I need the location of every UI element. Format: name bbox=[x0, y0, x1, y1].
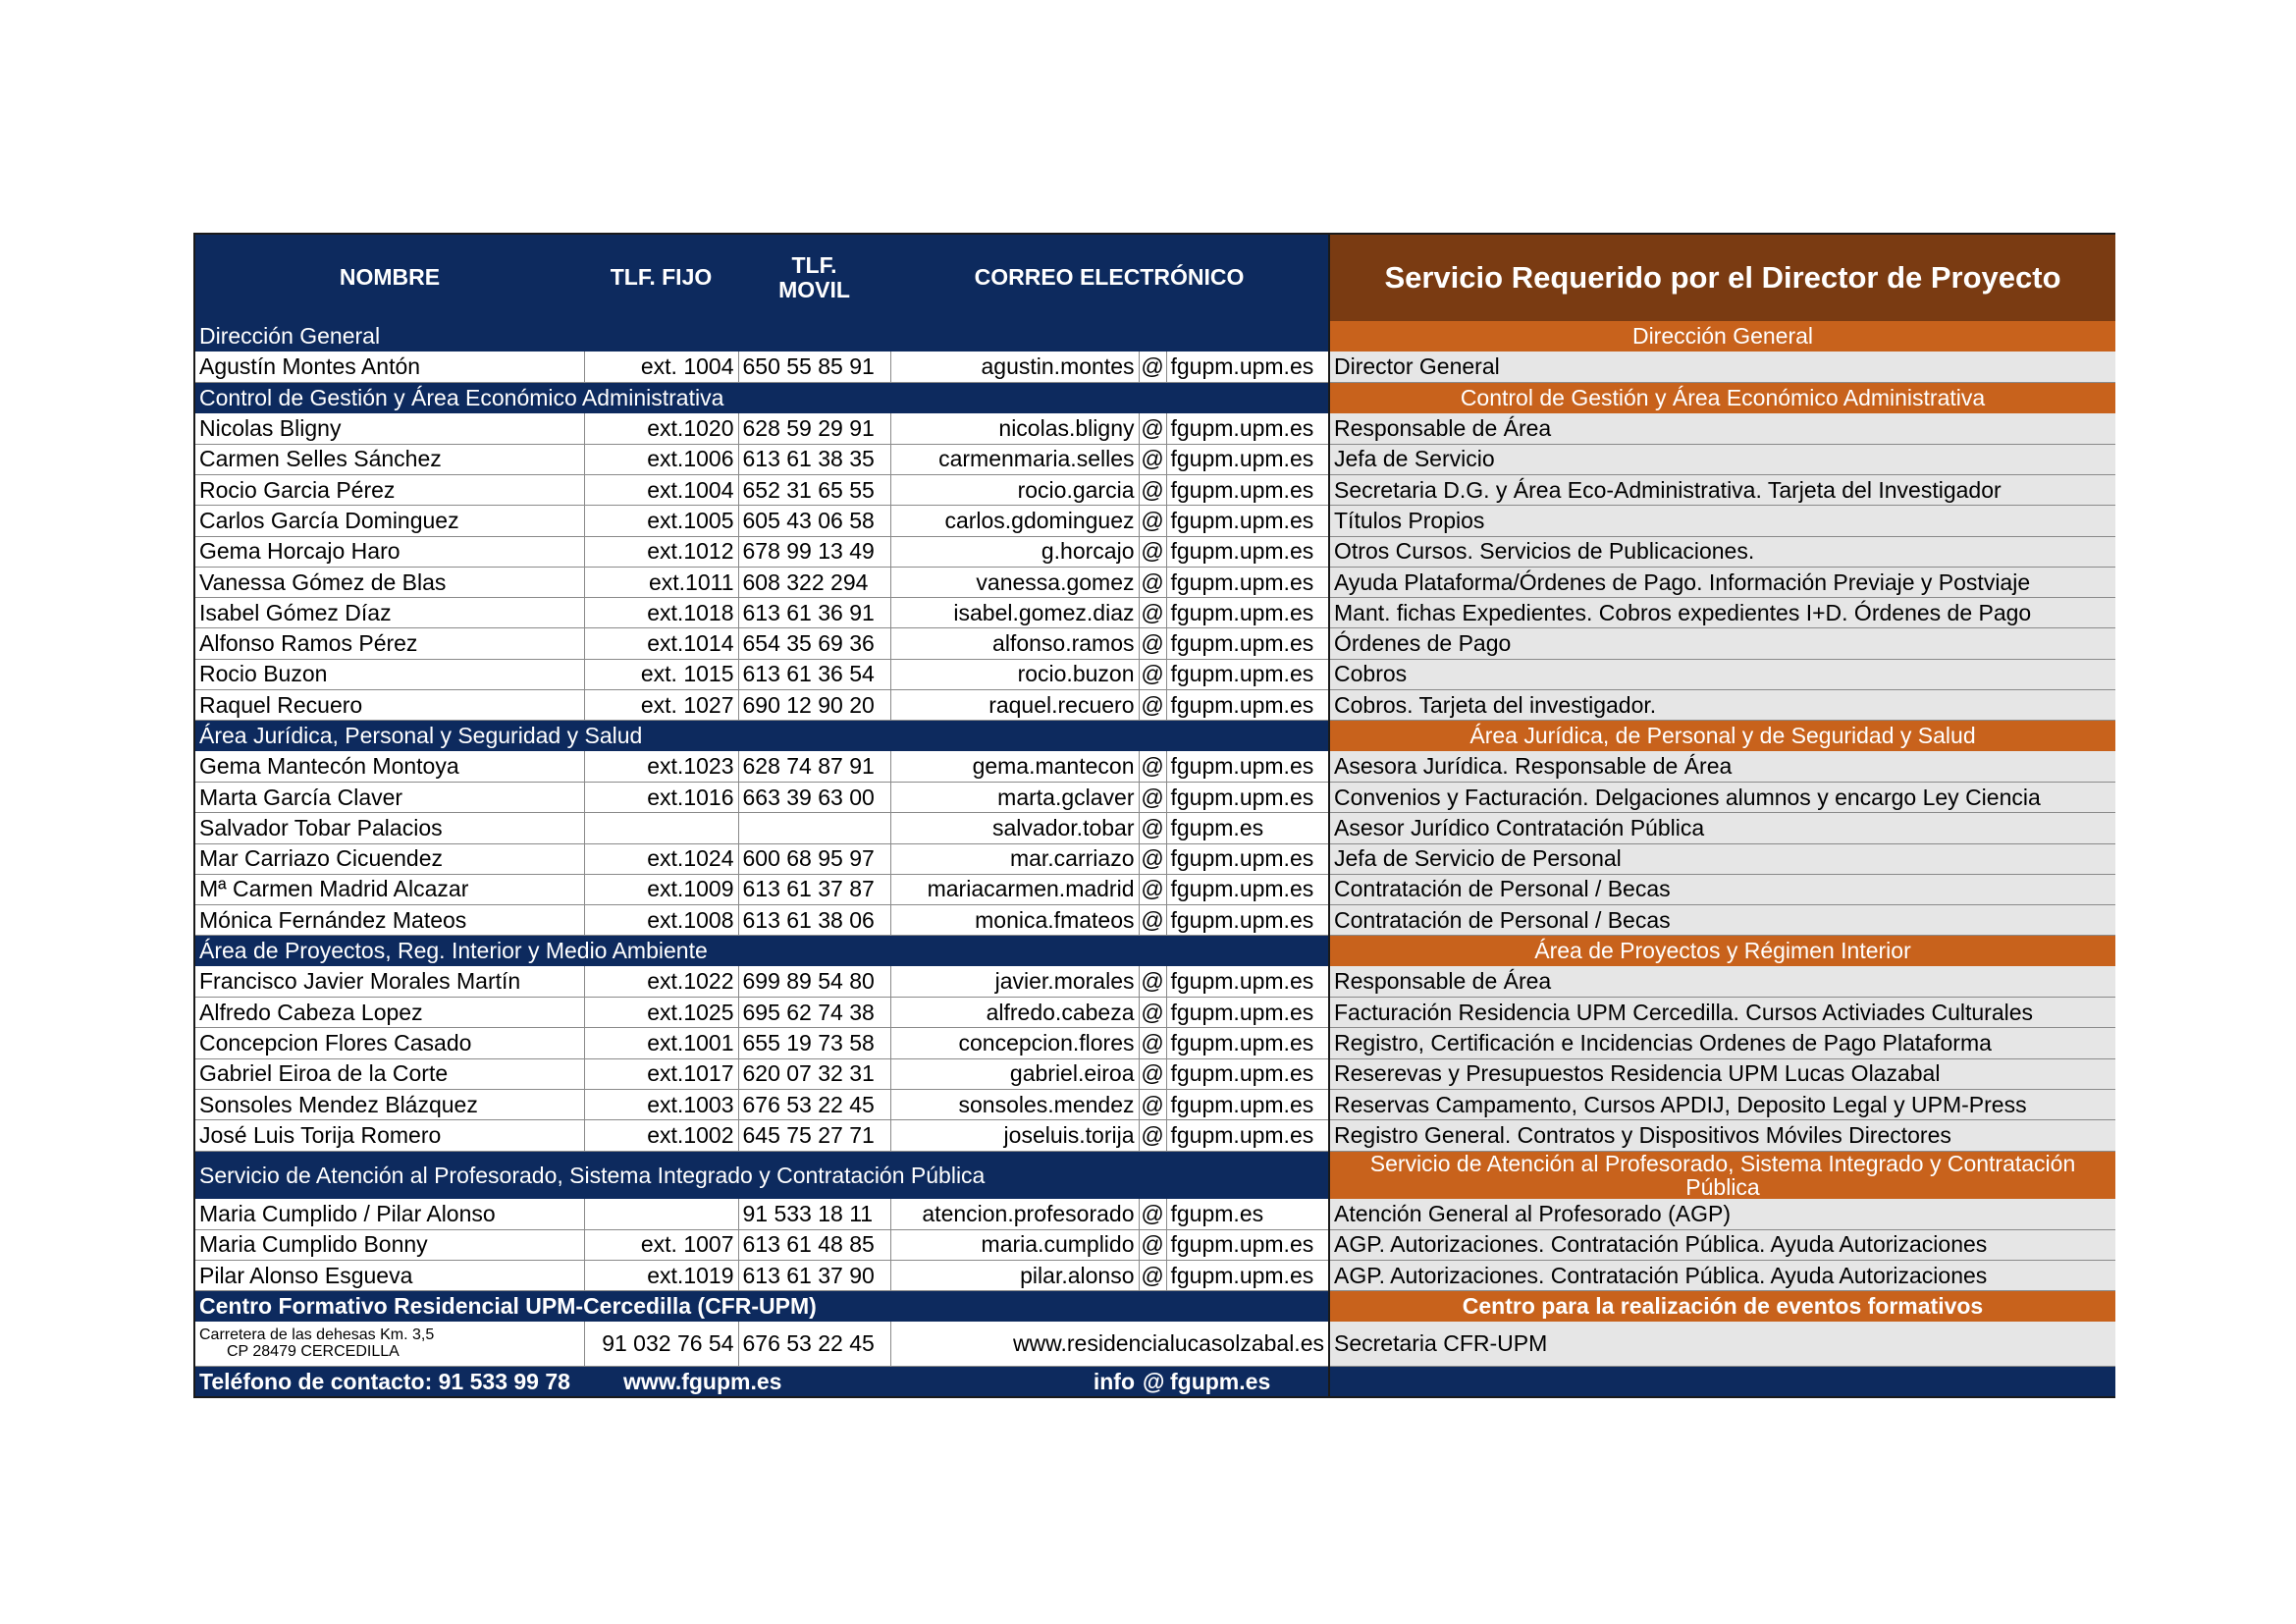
email-user: gema.mantecon bbox=[890, 751, 1139, 782]
contact-tlf-movil: 690 12 90 20 bbox=[738, 690, 890, 721]
email-user: vanessa.gomez bbox=[890, 567, 1139, 597]
email-domain: fgupm.upm.es bbox=[1166, 782, 1329, 812]
contact-tlf-movil: 628 59 29 91 bbox=[738, 413, 890, 444]
footer-website: www.fgupm.es bbox=[584, 1367, 890, 1396]
contact-name: Isabel Gómez Díaz bbox=[195, 598, 584, 628]
contact-row bbox=[195, 474, 2115, 505]
email-at-sign: @ bbox=[1139, 751, 1166, 782]
email-at-sign: @ bbox=[1139, 1089, 1166, 1119]
section-service-title: Área de Proyectos y Régimen Interior bbox=[1329, 936, 2115, 966]
email-at-sign: @ bbox=[1139, 1229, 1166, 1260]
contact-service: Convenios y Facturación. Delgaciones alumnos y encargo Ley Ciencia bbox=[1329, 782, 2115, 812]
email-user: alfredo.cabeza bbox=[890, 998, 1139, 1028]
email-domain: fgupm.upm.es bbox=[1166, 598, 1329, 628]
contact-tlf-fijo: ext.1012 bbox=[584, 536, 738, 567]
contact-row bbox=[195, 536, 2115, 567]
contact-row bbox=[195, 1199, 2115, 1229]
contact-table bbox=[195, 235, 2115, 1396]
contact-tlf-movil: 613 61 36 54 bbox=[738, 659, 890, 689]
contact-tlf-movil: 678 99 13 49 bbox=[738, 536, 890, 567]
section-filler bbox=[890, 721, 1329, 751]
contact-tlf-movil: 91 533 18 11 bbox=[738, 1199, 890, 1229]
footer-phone: Teléfono de contacto: 91 533 99 78 bbox=[195, 1367, 584, 1396]
contact-row bbox=[195, 1260, 2115, 1290]
section-filler bbox=[890, 1291, 1329, 1322]
contact-service: Ayuda Plataforma/Órdenes de Pago. Información Previaje y Postviaje bbox=[1329, 567, 2115, 597]
section-service-title: Servicio de Atención al Profesorado, Sistema Integrado y Contratación Pública bbox=[1329, 1151, 2115, 1199]
contact-tlf-movil: 699 89 54 80 bbox=[738, 966, 890, 997]
section-header-row bbox=[195, 936, 2115, 966]
cfr-tlf-fijo: 91 032 76 54 bbox=[584, 1322, 738, 1367]
contact-name: Maria Cumplido Bonny bbox=[195, 1229, 584, 1260]
contact-name: Francisco Javier Morales Martín bbox=[195, 966, 584, 997]
email-domain: fgupm.upm.es bbox=[1166, 352, 1329, 382]
cfr-service-title: Centro para la realización de eventos formativos bbox=[1329, 1291, 2115, 1322]
contact-tlf-movil: 608 322 294 bbox=[738, 567, 890, 597]
email-at-sign: @ bbox=[1139, 966, 1166, 997]
header-row bbox=[195, 235, 2115, 321]
section-title: Área de Proyectos, Reg. Interior y Medio Ambiente bbox=[195, 936, 890, 966]
email-domain: fgupm.upm.es bbox=[1166, 751, 1329, 782]
email-domain: fgupm.upm.es bbox=[1166, 628, 1329, 659]
contact-tlf-movil: 676 53 22 45 bbox=[738, 1089, 890, 1119]
section-service-title: Control de Gestión y Área Económico Administrativa bbox=[1329, 383, 2115, 413]
email-at-sign: @ bbox=[1139, 813, 1166, 843]
contact-name: Vanessa Gómez de Blas bbox=[195, 567, 584, 597]
contact-tlf-fijo: ext.1025 bbox=[584, 998, 738, 1028]
email-at-sign: @ bbox=[1139, 536, 1166, 567]
contact-service: Registro, Certificación e Incidencias Ordenes de Pago Plataforma bbox=[1329, 1028, 2115, 1058]
contact-row bbox=[195, 1229, 2115, 1260]
contact-tlf-movil bbox=[738, 813, 890, 843]
email-at-sign: @ bbox=[1139, 1199, 1166, 1229]
footer-email-domain: fgupm.es bbox=[1166, 1367, 1329, 1396]
section-title: Control de Gestión y Área Económico Administrativa bbox=[195, 383, 890, 413]
contact-tlf-movil: 652 31 65 55 bbox=[738, 474, 890, 505]
contact-name: José Luis Torija Romero bbox=[195, 1120, 584, 1151]
section-filler bbox=[890, 383, 1329, 413]
contact-tlf-movil: 613 61 37 87 bbox=[738, 874, 890, 904]
contact-service: Órdenes de Pago bbox=[1329, 628, 2115, 659]
contact-tlf-fijo: ext.1016 bbox=[584, 782, 738, 812]
email-domain: fgupm.upm.es bbox=[1166, 1058, 1329, 1089]
cfr-address-line2: CP 28479 CERCEDILLA bbox=[227, 1342, 400, 1360]
contact-tlf-fijo: ext.1020 bbox=[584, 413, 738, 444]
contact-row bbox=[195, 998, 2115, 1028]
email-at-sign: @ bbox=[1139, 782, 1166, 812]
contact-tlf-fijo: ext.1018 bbox=[584, 598, 738, 628]
email-domain: fgupm.upm.es bbox=[1166, 874, 1329, 904]
email-domain: fgupm.upm.es bbox=[1166, 536, 1329, 567]
contact-tlf-movil: 613 61 48 85 bbox=[738, 1229, 890, 1260]
email-domain: fgupm.upm.es bbox=[1166, 444, 1329, 474]
email-domain: fgupm.upm.es bbox=[1166, 690, 1329, 721]
email-at-sign: @ bbox=[1139, 444, 1166, 474]
email-domain: fgupm.upm.es bbox=[1166, 474, 1329, 505]
cfr-contact-row bbox=[195, 1322, 2115, 1367]
contact-tlf-fijo: ext.1022 bbox=[584, 966, 738, 997]
cfr-section-title: Centro Formativo Residencial UPM-Cercedilla (CFR-UPM) bbox=[195, 1291, 890, 1322]
email-domain: fgupm.upm.es bbox=[1166, 998, 1329, 1028]
contact-row bbox=[195, 905, 2115, 936]
contact-tlf-fijo: ext.1009 bbox=[584, 874, 738, 904]
header-tlf-movil: TLF. MOVIL bbox=[738, 235, 890, 321]
contact-name: Concepcion Flores Casado bbox=[195, 1028, 584, 1058]
contact-name: Pilar Alonso Esgueva bbox=[195, 1260, 584, 1290]
contact-row bbox=[195, 659, 2115, 689]
cfr-service: Secretaria CFR-UPM bbox=[1329, 1322, 2115, 1367]
contact-row bbox=[195, 444, 2115, 474]
contact-tlf-fijo: ext. 1004 bbox=[584, 352, 738, 382]
contact-row bbox=[195, 813, 2115, 843]
contact-name: Mar Carriazo Cicuendez bbox=[195, 843, 584, 874]
contact-service: Otros Cursos. Servicios de Publicaciones. bbox=[1329, 536, 2115, 567]
email-at-sign: @ bbox=[1139, 474, 1166, 505]
contact-service: Títulos Propios bbox=[1329, 506, 2115, 536]
email-at-sign: @ bbox=[1139, 1028, 1166, 1058]
email-user: gabriel.eiroa bbox=[890, 1058, 1139, 1089]
contact-tlf-fijo bbox=[584, 1199, 738, 1229]
contact-row bbox=[195, 1089, 2115, 1119]
footer-email-user: info bbox=[890, 1367, 1139, 1396]
contact-service: Reservas Campamento, Cursos APDIJ, Deposito Legal y UPM-Press bbox=[1329, 1089, 2115, 1119]
contact-tlf-fijo: ext.1003 bbox=[584, 1089, 738, 1119]
contact-name: Marta García Claver bbox=[195, 782, 584, 812]
email-at-sign: @ bbox=[1139, 567, 1166, 597]
contact-tlf-fijo: ext.1017 bbox=[584, 1058, 738, 1089]
email-user: salvador.tobar bbox=[890, 813, 1139, 843]
email-user: isabel.gomez.diaz bbox=[890, 598, 1139, 628]
contact-tlf-fijo: ext.1004 bbox=[584, 474, 738, 505]
contact-tlf-movil: 650 55 85 91 bbox=[738, 352, 890, 382]
email-user: mar.carriazo bbox=[890, 843, 1139, 874]
section-service-title: Área Jurídica, de Personal y de Seguridad y Salud bbox=[1329, 721, 2115, 751]
contact-service: Asesor Jurídico Contratación Pública bbox=[1329, 813, 2115, 843]
contact-service: Contratación de Personal / Becas bbox=[1329, 905, 2115, 936]
contact-tlf-movil: 613 61 37 90 bbox=[738, 1260, 890, 1290]
contact-tlf-movil: 613 61 36 91 bbox=[738, 598, 890, 628]
email-at-sign: @ bbox=[1139, 506, 1166, 536]
section-header-row bbox=[195, 1151, 2115, 1199]
contact-tlf-movil: 654 35 69 36 bbox=[738, 628, 890, 659]
contact-service: Contratación de Personal / Becas bbox=[1329, 874, 2115, 904]
contact-tlf-movil: 645 75 27 71 bbox=[738, 1120, 890, 1151]
email-at-sign: @ bbox=[1139, 690, 1166, 721]
email-user: pilar.alonso bbox=[890, 1260, 1139, 1290]
contact-tlf-movil: 613 61 38 35 bbox=[738, 444, 890, 474]
contact-name: Salvador Tobar Palacios bbox=[195, 813, 584, 843]
cfr-address bbox=[195, 1322, 584, 1367]
contact-name: Gema Mantecón Montoya bbox=[195, 751, 584, 782]
email-user: maria.cumplido bbox=[890, 1229, 1139, 1260]
contact-name: Raquel Recuero bbox=[195, 690, 584, 721]
section-filler bbox=[890, 321, 1329, 352]
email-domain: fgupm.upm.es bbox=[1166, 1120, 1329, 1151]
header-servicio: Servicio Requerido por el Director de Proyecto bbox=[1329, 235, 2115, 321]
footer-email-at-sign: @ bbox=[1139, 1367, 1166, 1396]
contact-tlf-fijo: ext.1002 bbox=[584, 1120, 738, 1151]
contact-name: Sonsoles Mendez Blázquez bbox=[195, 1089, 584, 1119]
contact-name: Nicolas Bligny bbox=[195, 413, 584, 444]
contact-row bbox=[195, 628, 2115, 659]
header-correo: CORREO ELECTRÓNICO bbox=[890, 235, 1329, 321]
contact-tlf-fijo: ext. 1015 bbox=[584, 659, 738, 689]
contact-name: Maria Cumplido / Pilar Alonso bbox=[195, 1199, 584, 1229]
contact-name: Carmen Selles Sánchez bbox=[195, 444, 584, 474]
email-domain: fgupm.upm.es bbox=[1166, 1028, 1329, 1058]
contact-tlf-fijo: ext.1024 bbox=[584, 843, 738, 874]
cfr-section-header-row bbox=[195, 1291, 2115, 1322]
section-header-row bbox=[195, 383, 2115, 413]
contact-tlf-movil: 695 62 74 38 bbox=[738, 998, 890, 1028]
contact-row bbox=[195, 567, 2115, 597]
contact-service: Cobros bbox=[1329, 659, 2115, 689]
email-user: raquel.recuero bbox=[890, 690, 1139, 721]
contact-name: Mónica Fernández Mateos bbox=[195, 905, 584, 936]
email-user: rocio.garcia bbox=[890, 474, 1139, 505]
contact-tlf-fijo bbox=[584, 813, 738, 843]
email-user: agustin.montes bbox=[890, 352, 1139, 382]
section-title: Área Jurídica, Personal y Seguridad y Salud bbox=[195, 721, 890, 751]
section-title: Dirección General bbox=[195, 321, 890, 352]
contact-service: Responsable de Área bbox=[1329, 966, 2115, 997]
contact-name: Gabriel Eiroa de la Corte bbox=[195, 1058, 584, 1089]
header-tlf-fijo: TLF. FIJO bbox=[584, 235, 738, 321]
contact-tlf-fijo: ext.1006 bbox=[584, 444, 738, 474]
contact-tlf-fijo: ext.1001 bbox=[584, 1028, 738, 1058]
contact-tlf-fijo: ext.1008 bbox=[584, 905, 738, 936]
email-domain: fgupm.es bbox=[1166, 813, 1329, 843]
contact-row bbox=[195, 1028, 2115, 1058]
email-domain: fgupm.upm.es bbox=[1166, 413, 1329, 444]
contact-tlf-movil: 663 39 63 00 bbox=[738, 782, 890, 812]
contact-tlf-fijo: ext.1023 bbox=[584, 751, 738, 782]
email-user: g.horcajo bbox=[890, 536, 1139, 567]
email-domain: fgupm.upm.es bbox=[1166, 843, 1329, 874]
contact-tlf-movil: 600 68 95 97 bbox=[738, 843, 890, 874]
section-title: Servicio de Atención al Profesorado, Sistema Integrado y Contratación Pública bbox=[195, 1151, 1329, 1199]
email-domain: fgupm.upm.es bbox=[1166, 1089, 1329, 1119]
contact-name: Mª Carmen Madrid Alcazar bbox=[195, 874, 584, 904]
contact-name: Carlos García Dominguez bbox=[195, 506, 584, 536]
contact-tlf-fijo: ext. 1027 bbox=[584, 690, 738, 721]
section-header-row bbox=[195, 321, 2115, 352]
contact-service: AGP. Autorizaciones. Contratación Pública. Ayuda Autorizaciones bbox=[1329, 1260, 2115, 1290]
contact-row bbox=[195, 413, 2115, 444]
email-at-sign: @ bbox=[1139, 659, 1166, 689]
email-user: carmenmaria.selles bbox=[890, 444, 1139, 474]
contact-row bbox=[195, 874, 2115, 904]
contact-tlf-fijo: ext.1019 bbox=[584, 1260, 738, 1290]
email-at-sign: @ bbox=[1139, 1058, 1166, 1089]
email-user: monica.fmateos bbox=[890, 905, 1139, 936]
email-user: marta.gclaver bbox=[890, 782, 1139, 812]
email-at-sign: @ bbox=[1139, 598, 1166, 628]
contact-directory-sheet bbox=[193, 233, 2115, 1398]
contact-row bbox=[195, 782, 2115, 812]
email-at-sign: @ bbox=[1139, 843, 1166, 874]
contact-service: Mant. fichas Expedientes. Cobros expedientes I+D. Órdenes de Pago bbox=[1329, 598, 2115, 628]
contact-tlf-fijo: ext. 1007 bbox=[584, 1229, 738, 1260]
email-user: joseluis.torija bbox=[890, 1120, 1139, 1151]
email-user: alfonso.ramos bbox=[890, 628, 1139, 659]
contact-service: Cobros. Tarjeta del investigador. bbox=[1329, 690, 2115, 721]
email-user: javier.morales bbox=[890, 966, 1139, 997]
email-at-sign: @ bbox=[1139, 1120, 1166, 1151]
email-domain: fgupm.upm.es bbox=[1166, 1229, 1329, 1260]
contact-tlf-movil: 613 61 38 06 bbox=[738, 905, 890, 936]
contact-service: AGP. Autorizaciones. Contratación Pública. Ayuda Autorizaciones bbox=[1329, 1229, 2115, 1260]
email-user: rocio.buzon bbox=[890, 659, 1139, 689]
contact-row bbox=[195, 598, 2115, 628]
section-service-title: Dirección General bbox=[1329, 321, 2115, 352]
cfr-address-line1: Carretera de las dehesas Km. 3,5 bbox=[199, 1326, 435, 1343]
contact-service: Jefa de Servicio bbox=[1329, 444, 2115, 474]
contact-name: Alfonso Ramos Pérez bbox=[195, 628, 584, 659]
contact-tlf-movil: 620 07 32 31 bbox=[738, 1058, 890, 1089]
cfr-website: www.residencialucasolzabal.es bbox=[890, 1322, 1329, 1367]
email-domain: fgupm.es bbox=[1166, 1199, 1329, 1229]
contact-row bbox=[195, 1058, 2115, 1089]
section-header-row bbox=[195, 721, 2115, 751]
email-at-sign: @ bbox=[1139, 413, 1166, 444]
contact-service: Facturación Residencia UPM Cercedilla. Cursos Activiades Culturales bbox=[1329, 998, 2115, 1028]
contact-tlf-movil: 628 74 87 91 bbox=[738, 751, 890, 782]
contact-row bbox=[195, 843, 2115, 874]
contact-row bbox=[195, 751, 2115, 782]
email-at-sign: @ bbox=[1139, 352, 1166, 382]
contact-row bbox=[195, 352, 2115, 382]
email-user: nicolas.bligny bbox=[890, 413, 1139, 444]
contact-service: Registro General. Contratos y Dispositivos Móviles Directores bbox=[1329, 1120, 2115, 1151]
contact-name: Alfredo Cabeza Lopez bbox=[195, 998, 584, 1028]
email-at-sign: @ bbox=[1139, 874, 1166, 904]
contact-tlf-fijo: ext.1014 bbox=[584, 628, 738, 659]
contact-name: Agustín Montes Antón bbox=[195, 352, 584, 382]
email-user: mariacarmen.madrid bbox=[890, 874, 1139, 904]
contact-service: Atención General al Profesorado (AGP) bbox=[1329, 1199, 2115, 1229]
email-at-sign: @ bbox=[1139, 905, 1166, 936]
contact-service: Reserevas y Presupuestos Residencia UPM Lucas Olazabal bbox=[1329, 1058, 2115, 1089]
email-user: sonsoles.mendez bbox=[890, 1089, 1139, 1119]
contact-name: Rocio Buzon bbox=[195, 659, 584, 689]
email-user: concepcion.flores bbox=[890, 1028, 1139, 1058]
contact-tlf-movil: 605 43 06 58 bbox=[738, 506, 890, 536]
contact-tlf-fijo: ext.1005 bbox=[584, 506, 738, 536]
contact-service: Jefa de Servicio de Personal bbox=[1329, 843, 2115, 874]
contact-row bbox=[195, 506, 2115, 536]
email-domain: fgupm.upm.es bbox=[1166, 567, 1329, 597]
header-nombre: NOMBRE bbox=[195, 235, 584, 321]
cfr-tlf-movil: 676 53 22 45 bbox=[738, 1322, 890, 1367]
email-domain: fgupm.upm.es bbox=[1166, 1260, 1329, 1290]
contact-row bbox=[195, 966, 2115, 997]
contact-service: Responsable de Área bbox=[1329, 413, 2115, 444]
contact-name: Gema Horcajo Haro bbox=[195, 536, 584, 567]
contact-row bbox=[195, 1120, 2115, 1151]
email-domain: fgupm.upm.es bbox=[1166, 659, 1329, 689]
email-at-sign: @ bbox=[1139, 628, 1166, 659]
email-domain: fgupm.upm.es bbox=[1166, 506, 1329, 536]
contact-row bbox=[195, 690, 2115, 721]
contact-name: Rocio Garcia Pérez bbox=[195, 474, 584, 505]
contact-service: Secretaria D.G. y Área Eco-Administrativa. Tarjeta del Investigador bbox=[1329, 474, 2115, 505]
contact-tlf-fijo: ext.1011 bbox=[584, 567, 738, 597]
footer-row bbox=[195, 1367, 2115, 1396]
email-at-sign: @ bbox=[1139, 1260, 1166, 1290]
email-domain: fgupm.upm.es bbox=[1166, 966, 1329, 997]
contact-service: Director General bbox=[1329, 352, 2115, 382]
email-user: atencion.profesorado bbox=[890, 1199, 1139, 1229]
email-at-sign: @ bbox=[1139, 998, 1166, 1028]
contact-service: Asesora Jurídica. Responsable de Área bbox=[1329, 751, 2115, 782]
section-filler bbox=[890, 936, 1329, 966]
footer-filler bbox=[1329, 1367, 2115, 1396]
email-domain: fgupm.upm.es bbox=[1166, 905, 1329, 936]
contact-tlf-movil: 655 19 73 58 bbox=[738, 1028, 890, 1058]
email-user: carlos.gdominguez bbox=[890, 506, 1139, 536]
